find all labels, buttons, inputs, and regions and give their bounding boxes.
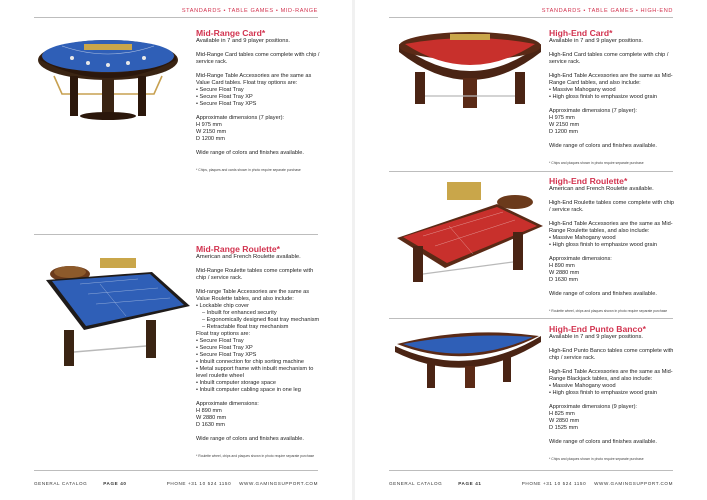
list-item: • Inbuilt computer cabling space in one leg xyxy=(196,387,301,394)
dimension-depth: D 1200 mm xyxy=(549,129,578,136)
footnote: * Roulette wheel, chips and plaques shown in photo require separate purchase xyxy=(196,453,315,458)
mid-range-card-table-image xyxy=(32,32,182,127)
right-page xyxy=(355,0,707,500)
dimension-height: H 975 mm xyxy=(196,122,222,129)
finish-note: Wide range of colors and finishes available. xyxy=(196,150,304,157)
header-rule xyxy=(34,17,318,18)
dimension-depth: D 1525 mm xyxy=(549,425,578,432)
product-subtitle: Available in 7 and 9 player positions. xyxy=(196,38,290,44)
product-subtitle: American and French Roulette available. xyxy=(196,254,301,260)
product-high-end-punto-banco xyxy=(549,324,675,464)
list-item: • Secure Float Tray XPS xyxy=(196,101,257,108)
footer-page-number: PAGE 41 xyxy=(458,481,482,486)
accessories-intro: Mid-Range Table Accessories are the same as Value Card tables. Float tray options are: xyxy=(196,73,312,87)
accessories-list xyxy=(196,303,320,394)
page-footer xyxy=(389,481,673,486)
product-title: Mid-Range Roulette* xyxy=(196,244,281,254)
high-end-punto-banco-table-image xyxy=(393,328,543,392)
header-rule xyxy=(389,17,673,18)
dimension-width: W 2150 mm xyxy=(549,122,580,129)
breadcrumb: STANDARDS • TABLE GAMES • MID-RANGE xyxy=(181,8,318,14)
list-item: – Ergonomically designed float tray mechanism xyxy=(202,317,320,324)
page-footer xyxy=(34,481,318,486)
product-subtitle: Available in 7 and 9 player positions. xyxy=(549,334,643,340)
list-item: – Retractable float tray mechanism xyxy=(202,324,289,331)
dimension-width: W 2850 mm xyxy=(549,418,580,425)
dimension-depth: D 1200 mm xyxy=(196,136,225,143)
dimension-width: W 2880 mm xyxy=(196,415,227,422)
product-high-end-card xyxy=(549,28,675,168)
product-description: High-End Roulette tables come complete with chip / service rack. xyxy=(549,200,674,214)
dimensions-heading: Approximate dimensions (9 player): xyxy=(549,404,637,411)
list-item: • Massive Mahogany wood xyxy=(549,87,616,94)
list-item: • Inbuilt connection for chip sorting machine xyxy=(196,359,304,366)
breadcrumb: STANDARDS • TABLE GAMES • HIGH-END xyxy=(541,8,673,14)
accessories-intro: High-End Table Accessories are the same as Mid-Range Roulette tables, and also include: xyxy=(549,221,673,235)
list-item: • Massive Mahogany wood xyxy=(549,383,616,390)
dimensions-heading: Approximate dimensions: xyxy=(196,401,259,408)
dimension-height: H 890 mm xyxy=(196,408,222,415)
finish-note: Wide range of colors and finishes available. xyxy=(549,143,657,150)
high-end-roulette-table-image xyxy=(393,180,545,290)
product-title: High-End Punto Banco* xyxy=(549,324,646,334)
footer-website: WWW.GAMINGSUPPORT.COM xyxy=(594,481,673,486)
footnote: * Roulette wheel, chips and plaques shown in photo require separate purchase xyxy=(549,308,668,313)
section-rule xyxy=(389,171,673,172)
list-item: • Secure Float Tray XP xyxy=(196,94,253,101)
footnote: * Chips and plaques shown in photo require separate purchase xyxy=(549,456,644,461)
dimension-height: H 825 mm xyxy=(549,411,575,418)
finish-note: Wide range of colors and finishes available. xyxy=(549,439,657,446)
product-description: Mid-Range Roulette tables come complete with chip / service rack. xyxy=(196,268,314,282)
accessories-list xyxy=(196,87,320,108)
left-page xyxy=(0,0,352,500)
accessories-list xyxy=(549,87,675,101)
footnote: * Chips, plaques and cards shown in photo require separate purchase xyxy=(196,167,301,172)
section-rule xyxy=(34,234,318,235)
list-item: • Secure Float Tray xyxy=(196,87,244,94)
list-item: • High gloss finish to emphasize wood grain xyxy=(549,94,657,101)
dimensions-heading: Approximate dimensions: xyxy=(549,256,612,263)
footer-phone: PHONE +31 10 524 1150 xyxy=(521,481,587,486)
product-description: Mid-Range Card tables come complete with chip / service rack. xyxy=(196,52,320,66)
mid-range-roulette-table-image xyxy=(40,254,192,372)
product-title: Mid-Range Card* xyxy=(196,28,266,38)
footer-phone: PHONE +31 10 524 1150 xyxy=(166,481,232,486)
list-item: • Secure Float Tray XP xyxy=(196,345,253,352)
footer-catalog: GENERAL CATALOG xyxy=(34,481,88,486)
footer-rule xyxy=(389,470,673,471)
accessories-list xyxy=(549,383,675,397)
list-item: • Lockable chip cover xyxy=(196,303,249,310)
list-item: • Secure Float Tray XPS xyxy=(196,352,257,359)
product-mid-range-roulette xyxy=(196,244,320,461)
product-title: High-End Card* xyxy=(549,28,613,38)
list-item: • Secure Float Tray xyxy=(196,338,244,345)
list-item: • Inbuilt computer storage space xyxy=(196,380,277,387)
dimension-width: W 2150 mm xyxy=(196,129,227,136)
footnote: * Chips and plaques shown in photo require separate purchase xyxy=(549,160,644,165)
finish-note: Wide range of colors and finishes available. xyxy=(549,291,657,298)
section-rule xyxy=(389,318,673,319)
accessories-list xyxy=(549,235,675,249)
dimension-width: W 2880 mm xyxy=(549,270,580,277)
dimension-height: H 975 mm xyxy=(549,115,575,122)
dimensions-heading: Approximate dimensions (7 player): xyxy=(549,108,637,115)
high-end-card-table-image xyxy=(395,28,545,114)
accessories-intro: Mid-range Table Accessories are the same as Value Roulette tables, and also include: xyxy=(196,289,310,303)
list-item: • High gloss finish to emphasize wood grain xyxy=(549,242,657,249)
list-item: • Metal support frame with inbuilt mechanism to level roulette wheel xyxy=(196,366,314,380)
list-item: Float tray options are: xyxy=(196,331,251,338)
product-mid-range-card xyxy=(196,28,320,175)
product-high-end-roulette xyxy=(549,176,675,316)
footer-catalog: GENERAL CATALOG xyxy=(389,481,443,486)
dimension-depth: D 1630 mm xyxy=(196,422,225,429)
list-item: • Massive Mahogany wood xyxy=(549,235,616,242)
accessories-intro: High-End Table Accessories are the same as Mid-Range Card tables, and also include: xyxy=(549,73,673,87)
list-item: – Inbuilt for enhanced security xyxy=(202,310,277,317)
list-item: • High gloss finish to emphasize wood grain xyxy=(549,390,657,397)
dimension-depth: D 1630 mm xyxy=(549,277,578,284)
accessories-intro: High-End Table Accessories are the same as Mid-Range Blackjack tables, and also include: xyxy=(549,369,673,383)
product-description: High-End Card tables come complete with chip / service rack. xyxy=(549,52,669,66)
footer-page-number: PAGE 40 xyxy=(103,481,127,486)
finish-note: Wide range of colors and finishes available. xyxy=(196,436,304,443)
product-title: High-End Roulette* xyxy=(549,176,628,186)
product-subtitle: American and French Roulette available. xyxy=(549,186,654,192)
product-subtitle: Available in 7 and 9 player positions. xyxy=(549,38,643,44)
product-description: High-End Punto Banco tables come complete with chip / service rack. xyxy=(549,348,674,362)
dimensions-heading: Approximate dimensions (7 player): xyxy=(196,115,284,122)
dimension-height: H 890 mm xyxy=(549,263,575,270)
footer-rule xyxy=(34,470,318,471)
footer-website: WWW.GAMINGSUPPORT.COM xyxy=(239,481,318,486)
